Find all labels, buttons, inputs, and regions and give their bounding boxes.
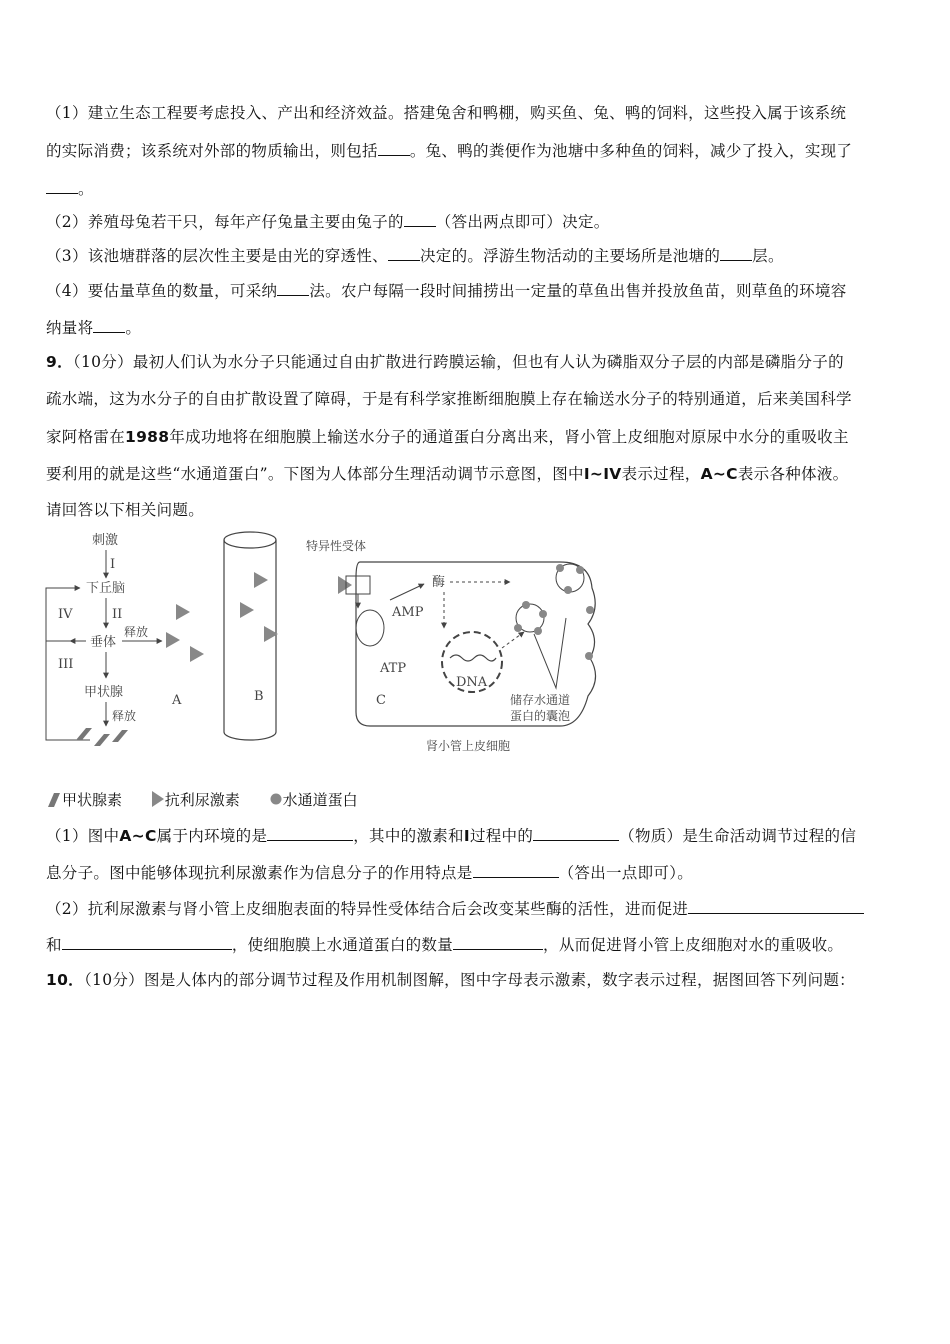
label-IV: IV — [58, 607, 73, 622]
thyroxine-marker — [76, 728, 92, 740]
q9-stem-line4: 要利用的就是这些“水通道蛋白”。下图为人体部分生理活动调节示意图，图中I~IV表示过程，A~C表示各种体液。 — [46, 465, 849, 483]
adh-triangle — [338, 576, 352, 594]
label-thyroid: 甲状腺 — [84, 685, 124, 700]
label-enzyme: 酶 — [432, 575, 446, 590]
label-vesicle-line2: 蛋白的囊泡 — [510, 709, 571, 723]
label-stimulus: 刺激 — [92, 533, 119, 548]
answer-blank[interactable] — [453, 935, 543, 950]
q8-part1-line3: 。 — [46, 179, 906, 199]
q9-part2-line2: 和 ，使细胞膜上水通道蛋白的数量 ，从而促进肾小管上皮细胞对水的重吸收。 — [46, 936, 844, 954]
answer-blank[interactable] — [473, 863, 559, 878]
aquaporin-icon — [269, 792, 283, 806]
q9-part1-line1: （1）图中A~C属于内环境的是 ，其中的激素和I过程中的 （物质）是生命活动调节过程的信 — [46, 827, 857, 845]
legend-aquaporin: 水通道蛋白 — [269, 790, 358, 810]
adh-triangle — [166, 632, 180, 648]
answer-blank[interactable] — [277, 281, 309, 296]
label-vesicle-line1: 储存水通道 — [510, 693, 571, 707]
q9-stem-line1: 9．（10分）最初人们认为水分子只能通过自由扩散进行跨膜运输，但也有人认为磷脂双分子层的内部是磷脂分子的 — [46, 353, 844, 371]
q8-part3: （3）该池塘群落的层次性主要是由光的穿透性、 决定的。浮游生物活动的主要场所是池塘的 层。 — [46, 247, 784, 265]
label-release-2: 释放 — [112, 709, 137, 723]
legend-adh: 抗利尿激素 — [151, 790, 240, 810]
answer-blank[interactable] — [388, 246, 420, 261]
label-release-1: 释放 — [124, 625, 149, 639]
label-AMP: AMP — [392, 605, 424, 620]
regulation-diagram — [40, 528, 620, 760]
q8-part1-line1: （1）建立生态工程要考虑投入、产出和经济效益。搭建兔舍和鸭棚，购买鱼、兔、鸭的饲料，这些投入属于该系统 — [46, 104, 847, 122]
q9-part2-line1: （2）抗利尿激素与肾小管上皮细胞表面的特异性受体结合后会改变某些酶的活性，进而促进 — [46, 899, 906, 919]
thyroxine-icon — [46, 792, 62, 808]
q8-part4-line1: （4）要估量草鱼的数量，可采纳 法。农户每隔一段时间捕捞出一定量的草鱼出售并投放鱼苗，则草鱼的环境容 — [46, 282, 847, 300]
label-B: B — [254, 689, 264, 704]
thyroxine-marker — [112, 730, 128, 742]
adh-triangle — [176, 604, 190, 620]
label-I: I — [110, 557, 116, 572]
answer-blank[interactable] — [404, 212, 436, 227]
answer-blank[interactable] — [267, 826, 353, 841]
label-cell: 肾小管上皮细胞 — [426, 739, 511, 753]
label-ATP: ATP — [380, 661, 407, 676]
label-pituitary: 垂体 — [90, 635, 117, 650]
adh-triangle — [190, 646, 204, 662]
answer-blank[interactable] — [378, 141, 410, 156]
q8-part4-line2: 纳量将 。 — [46, 319, 142, 337]
q9-stem-line5: 请回答以下相关问题。 — [46, 501, 205, 519]
answer-blank[interactable] — [533, 826, 619, 841]
label-C: C — [376, 693, 386, 708]
legend-thyroxine: 甲状腺素 — [46, 790, 122, 810]
thyroxine-marker — [94, 734, 110, 746]
q8-part2: （2）养殖母兔若干只，每年产仔兔量主要由兔子的 （答出两点即可）决定。 — [46, 213, 610, 231]
adh-triangle — [240, 602, 254, 618]
adh-triangle — [254, 572, 268, 588]
q9-stem-line2: 疏水端，这为水分子的自由扩散设置了障碍，于是有科学家推断细胞膜上存在输送水分子的特别通道，后来美国科学 — [46, 390, 852, 408]
label-hypothalamus: 下丘脑 — [86, 581, 126, 596]
label-receptor: 特异性受体 — [306, 539, 367, 553]
answer-blank[interactable] — [62, 935, 232, 950]
answer-blank[interactable] — [46, 179, 78, 194]
label-III: III — [58, 657, 74, 672]
adh-icon — [151, 790, 165, 808]
answer-blank[interactable] — [93, 318, 125, 333]
label-A: A — [172, 693, 182, 708]
q8-part1-line2: 的实际消费；该系统对外部的物质输出，则包括 。兔、鸭的粪便作为池塘中多种鱼的饲料，减少了投入，实现了 — [46, 142, 853, 160]
q9-stem-line3: 家阿格雷在1988年成功地将在细胞膜上输送水分子的通道蛋白分离出来，肾小管上皮细胞对原尿中水分的重吸收主 — [46, 428, 849, 446]
figure-legend — [46, 790, 382, 810]
q10-stem: 10．（10分）图是人体内的部分调节过程及作用机制图解，图中字母表示激素，数字表示过程，据图回答下列问题： — [46, 971, 855, 989]
answer-blank[interactable] — [720, 246, 752, 261]
q9-part1-line2: 息分子。图中能够体现抗利尿激素作为信息分子的作用特点是 （答出一点即可）。 — [46, 864, 694, 882]
label-DNA: DNA — [456, 675, 488, 690]
answer-blank[interactable] — [688, 899, 864, 914]
label-II: II — [112, 607, 123, 622]
